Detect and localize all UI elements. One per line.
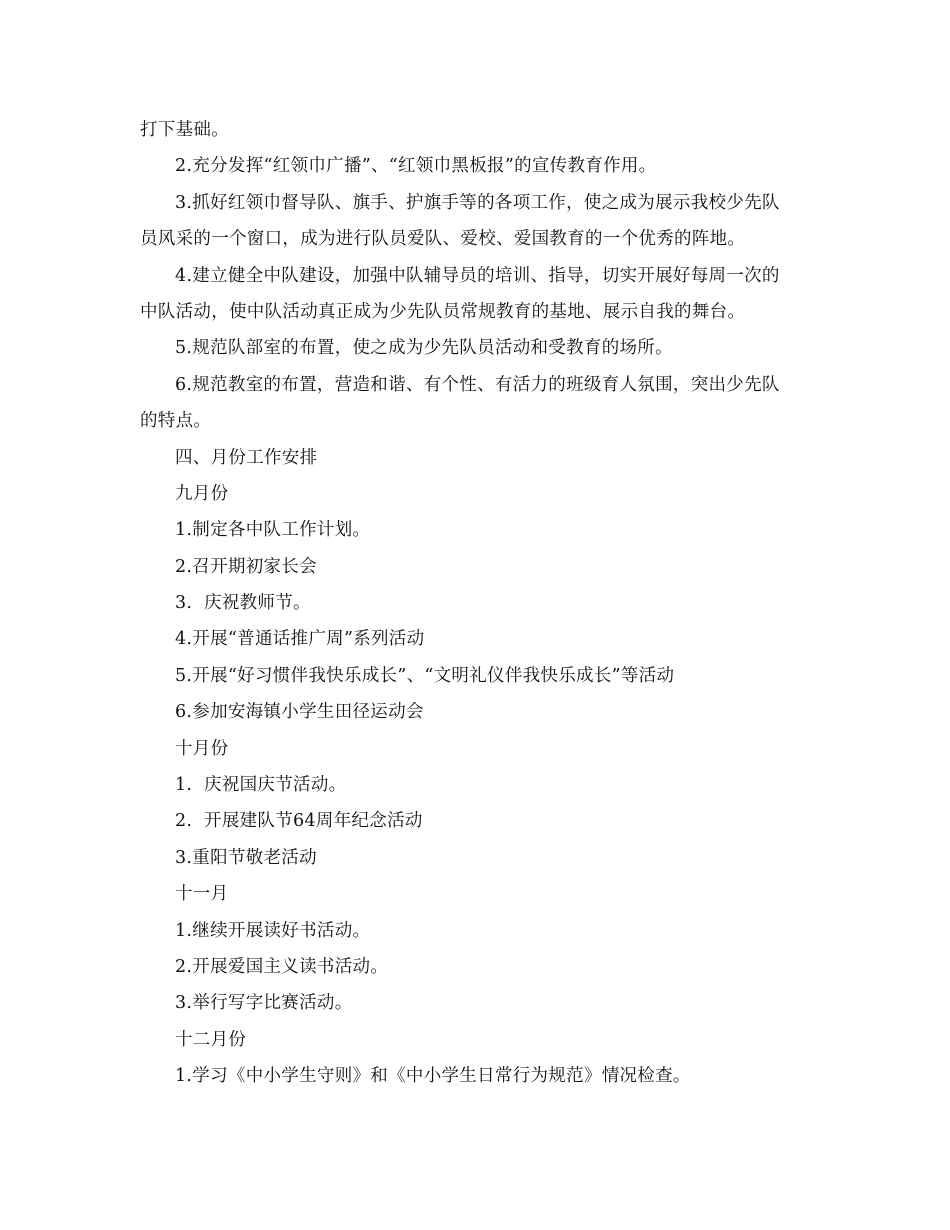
- text-line: 的特点。: [140, 411, 212, 432]
- list-item: 3. 庆祝教师节。: [175, 593, 311, 614]
- list-item: 1.制定各中队工作计划。: [175, 520, 371, 541]
- month-heading: 十二月份: [175, 1029, 247, 1050]
- text-line: 员风采的一个窗口，成为进行队员爱队、爱校、爱国教育的一个优秀的阵地。: [140, 229, 746, 250]
- month-heading: 九月份: [175, 483, 229, 504]
- list-item: 2.召开期初家长会: [175, 556, 317, 577]
- list-item: 6.参加安海镇小学生田径运动会: [175, 702, 424, 723]
- list-item: 1. 庆祝国庆节活动。: [175, 775, 347, 796]
- month-heading: 十一月: [175, 884, 229, 905]
- list-item: 2.开展爱国主义读书活动。: [175, 956, 389, 977]
- document-body: [140, 112, 820, 1095]
- list-item: 1.继续开展读好书活动。: [175, 920, 371, 941]
- text-line: 5.规范队部室的布置，使之成为少先队员活动和受教育的场所。: [175, 338, 673, 359]
- month-heading: 十月份: [175, 738, 229, 759]
- section-heading: 四、月份工作安排: [175, 447, 318, 468]
- list-item: 2. 开展建队节64周年纪念活动: [175, 811, 423, 832]
- text-line: 打下基础。: [140, 120, 229, 140]
- list-item: 3.重阳节敬老活动: [175, 847, 317, 868]
- list-item: 4.开展“普通话推广周”系列活动: [175, 629, 425, 650]
- list-item: 5.开展“好习惯伴我快乐成长”、“文明礼仪伴我快乐成长”等活动: [175, 665, 675, 686]
- text-line: 中队活动，使中队活动真正成为少先队员常规教育的基地、展示自我的舞台。: [140, 301, 746, 322]
- list-item: 1.学习《中小学生守则》和《中小学生日常行为规范》情况检查。: [175, 1066, 691, 1087]
- text-line: 2.充分发挥“红领巾广播”、“红领巾黑板报”的宣传教育作用。: [175, 156, 657, 177]
- list-item: 3.举行写字比赛活动。: [175, 993, 353, 1014]
- text-line: 6.规范教室的布置，营造和谐、有个性、有活力的班级育人氛围，突出少先队: [175, 374, 780, 395]
- text-line: 3.抓好红领巾督导队、旗手、护旗手等的各项工作，使之成为展示我校少先队: [175, 192, 780, 213]
- text-line: 4.建立健全中队建设，加强中队辅导员的培训、指导，切实开展好每周一次的: [175, 265, 780, 286]
